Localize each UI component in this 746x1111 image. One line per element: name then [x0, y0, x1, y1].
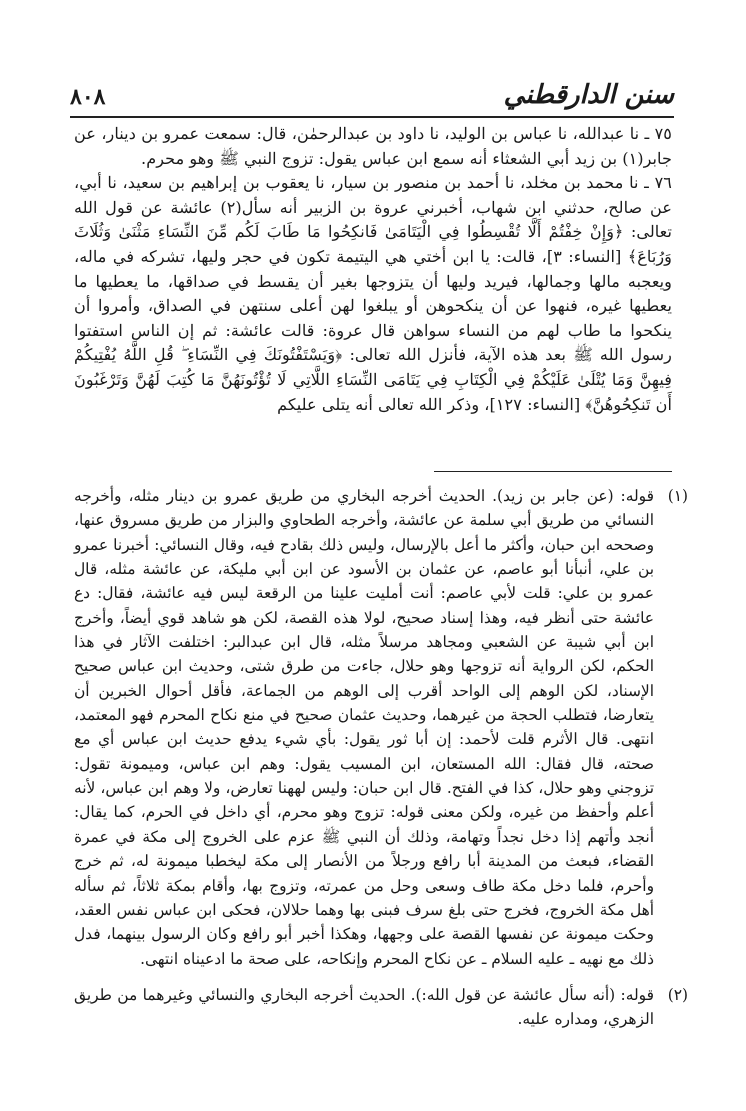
hadith-76: ٧٦ ـ نا محمد بن مخلد، نا أحمد بن منصور بن سيار، نا يعقوب بن إبراهيم بن سعيد، نا أبي، عن صالح، حدثني ابن شهاب، أخبرني عروة بن الزبير أنه سأل(٢) عائشة عن قول الله تعالى: ﴿وَإِنْ خِفْتُمْ أَلَّا تُقْسِطُوا فِي الْيَتَامَىٰ فَانكِحُوا مَا طَابَ لَكُم مِّنَ النِّسَاءِ مَثْنَىٰ وَثُلَاثَ وَرُبَاعَ﴾ [النساء: ٣]، قالت: يا ابن أختي هي اليتيمة تكون في حجر وليها، تشركه في ماله، ويعجبه مالها وجمالها، فيريد وليها أن يتزوجها بغير أن يقسط في صداقها، ما يعطيها ما يعطيها غيره، فنهوا عن أن ينكحوهن أو يبلغوا لهن أعلى سنتهن في الصداق، وأمروا أن ينكحوا ما طاب لهم من النساء سواهن قال عروة: قالت عائشة: ثم إن الناس استفتوا رسول الله ﷺ بعد هذه الآية، فأنزل الله تعالى: ﴿وَيَسْتَفْتُونَكَ فِي النِّسَاءِ ۖ قُلِ اللَّهُ يُفْتِيكُمْ فِيهِنَّ وَمَا يُتْلَىٰ عَلَيْكُمْ فِي الْكِتَابِ فِي يَتَامَى النِّسَاءِ اللَّاتِي لَا تُؤْتُونَهُنَّ مَا كُتِبَ لَهُنَّ وَتَرْغَبُونَ أَن تَنكِحُوهُنَّ﴾ [النساء: ١٢٧]، وذكر الله تعالى أنه يتلى عليكم [74, 173, 673, 414]
footnote-separator [434, 471, 672, 472]
footnote-text: قوله: (أنه سأل عائشة عن قول الله:). الحديث أخرجه البخاري والنسائي وغيرهما من طريق الزهري، ومداره عليه. [74, 985, 654, 1029]
footnote-text: قوله: (عن جابر بن زيد). الحديث أخرجه البخاري من طريق عمرو بن دينار مثله، وأخرجه النسائي من طريق أبي سلمة عن عائشة، وأخرجه الطحاوي والبزار من طريق مسروق عنها، وصححه ابن حبان، وأكثر ما أعل بالإرسال، وليس ذلك بقادح فيه، وقال النسائي: أخبرنا عمرو بن علي، أنبأنا أبو عاصم، عن عثمان بن الأسود عن ابن أبي مليكة، عن عائشة مثله، قال عمرو بن علي: قلت لأبي عاصم: أنت أمليت علينا من الرقعة ليس فيه عائشة، فقال: دع عائشة حتى أنظر فيه، وهذا إسناد صحيح، لولا هذه القصة، لكن هو شاهد قوي أيضاً، وأخرج ابن أبي شيبة عن الشعبي ومجاهد مرسلاً مثله، قال ابن عبدالبر: اختلفت الآثار في هذا الحكم، لكن الرواية أنه تزوجها وهو حلال، جاءت من طرق شتى، وحديث ابن عباس صحيح الإسناد، لكن الوهم إلى الواحد أقرب إلى الوهم من الجماعة، فأقل أحوال الخبرين أن يتعارضا، فتطلب الحجة من غيرهما، وحديث عثمان صحيح في منع نكاح المحرم فهو المعتمد، انتهى. قال الأثرم قلت لأحمد: إن أبا ثور يقول: بأي شيء يدفع حديث ابن عباس أي مع صحته، قال فقال: الله المستعان، ابن المسيب يقول: وهم ابن عباس، وميمونة تقول: تزوجني وهو حلال، كذا في الفتح. قال ابن حبان: وليس لههنا تعارض، ولا وهم ابن عباس، لأنه أعلم وأحفظ من غيره، ولكن معنى قوله: تزوج وهو محرم، أي داخل في الحرم، كما يقال: أنجد وأتهم إذا دخل نجداً وتهامة، وذلك أن النبي ﷺ عزم على الخروج إلى مكة في عمرة القضاء، فبعث من المدينة أبا رافع ورجلاً من الأنصار إلى مكة ليخطبا ميمونة له، ثم خرج وأحرم، فلما دخل مكة طاف وسعى وحل من عمرته، وتزوج بها، وأقام بمكة ثلاثاً، ثم سأله أهل مكة الخروج، فخرج حتى بلغ سرف فبنى بها وهما حلالان، فحكى ابن عباس نفس العقد، وحكت ميمونة عن نفسها القصة على وجهها، وهكذا أخبر أبو رافع وكان الرسول بينهما، فدل ذلك مع نهيه ـ عليه السلام ـ عن نكاح المحرم وإنكاحه، على صحة ما ادعيناه انتهى. [74, 487, 654, 968]
footnote-2 [74, 983, 688, 1032]
footnote-number: (١) [667, 487, 688, 505]
hadith-75: ٧٥ ـ نا عبدالله، نا عباس بن الوليد، نا داود بن عبدالرحمٰن، قال: سمعت عمرو بن دينار، عن جابر(١) بن زيد أبي الشعثاء أنه سمع ابن عباس يقول: تزوج النبي ﷺ وهو محرم. [74, 124, 672, 168]
page-header [70, 78, 674, 118]
footnote-1 [74, 484, 688, 971]
footnote-number: (٢) [667, 985, 688, 1004]
header-rule [70, 116, 674, 118]
page-number: ٨٠٨ [70, 84, 106, 110]
main-text [74, 122, 672, 417]
book-title: سنن الدارقطني [503, 80, 674, 110]
footnotes [74, 484, 688, 1032]
